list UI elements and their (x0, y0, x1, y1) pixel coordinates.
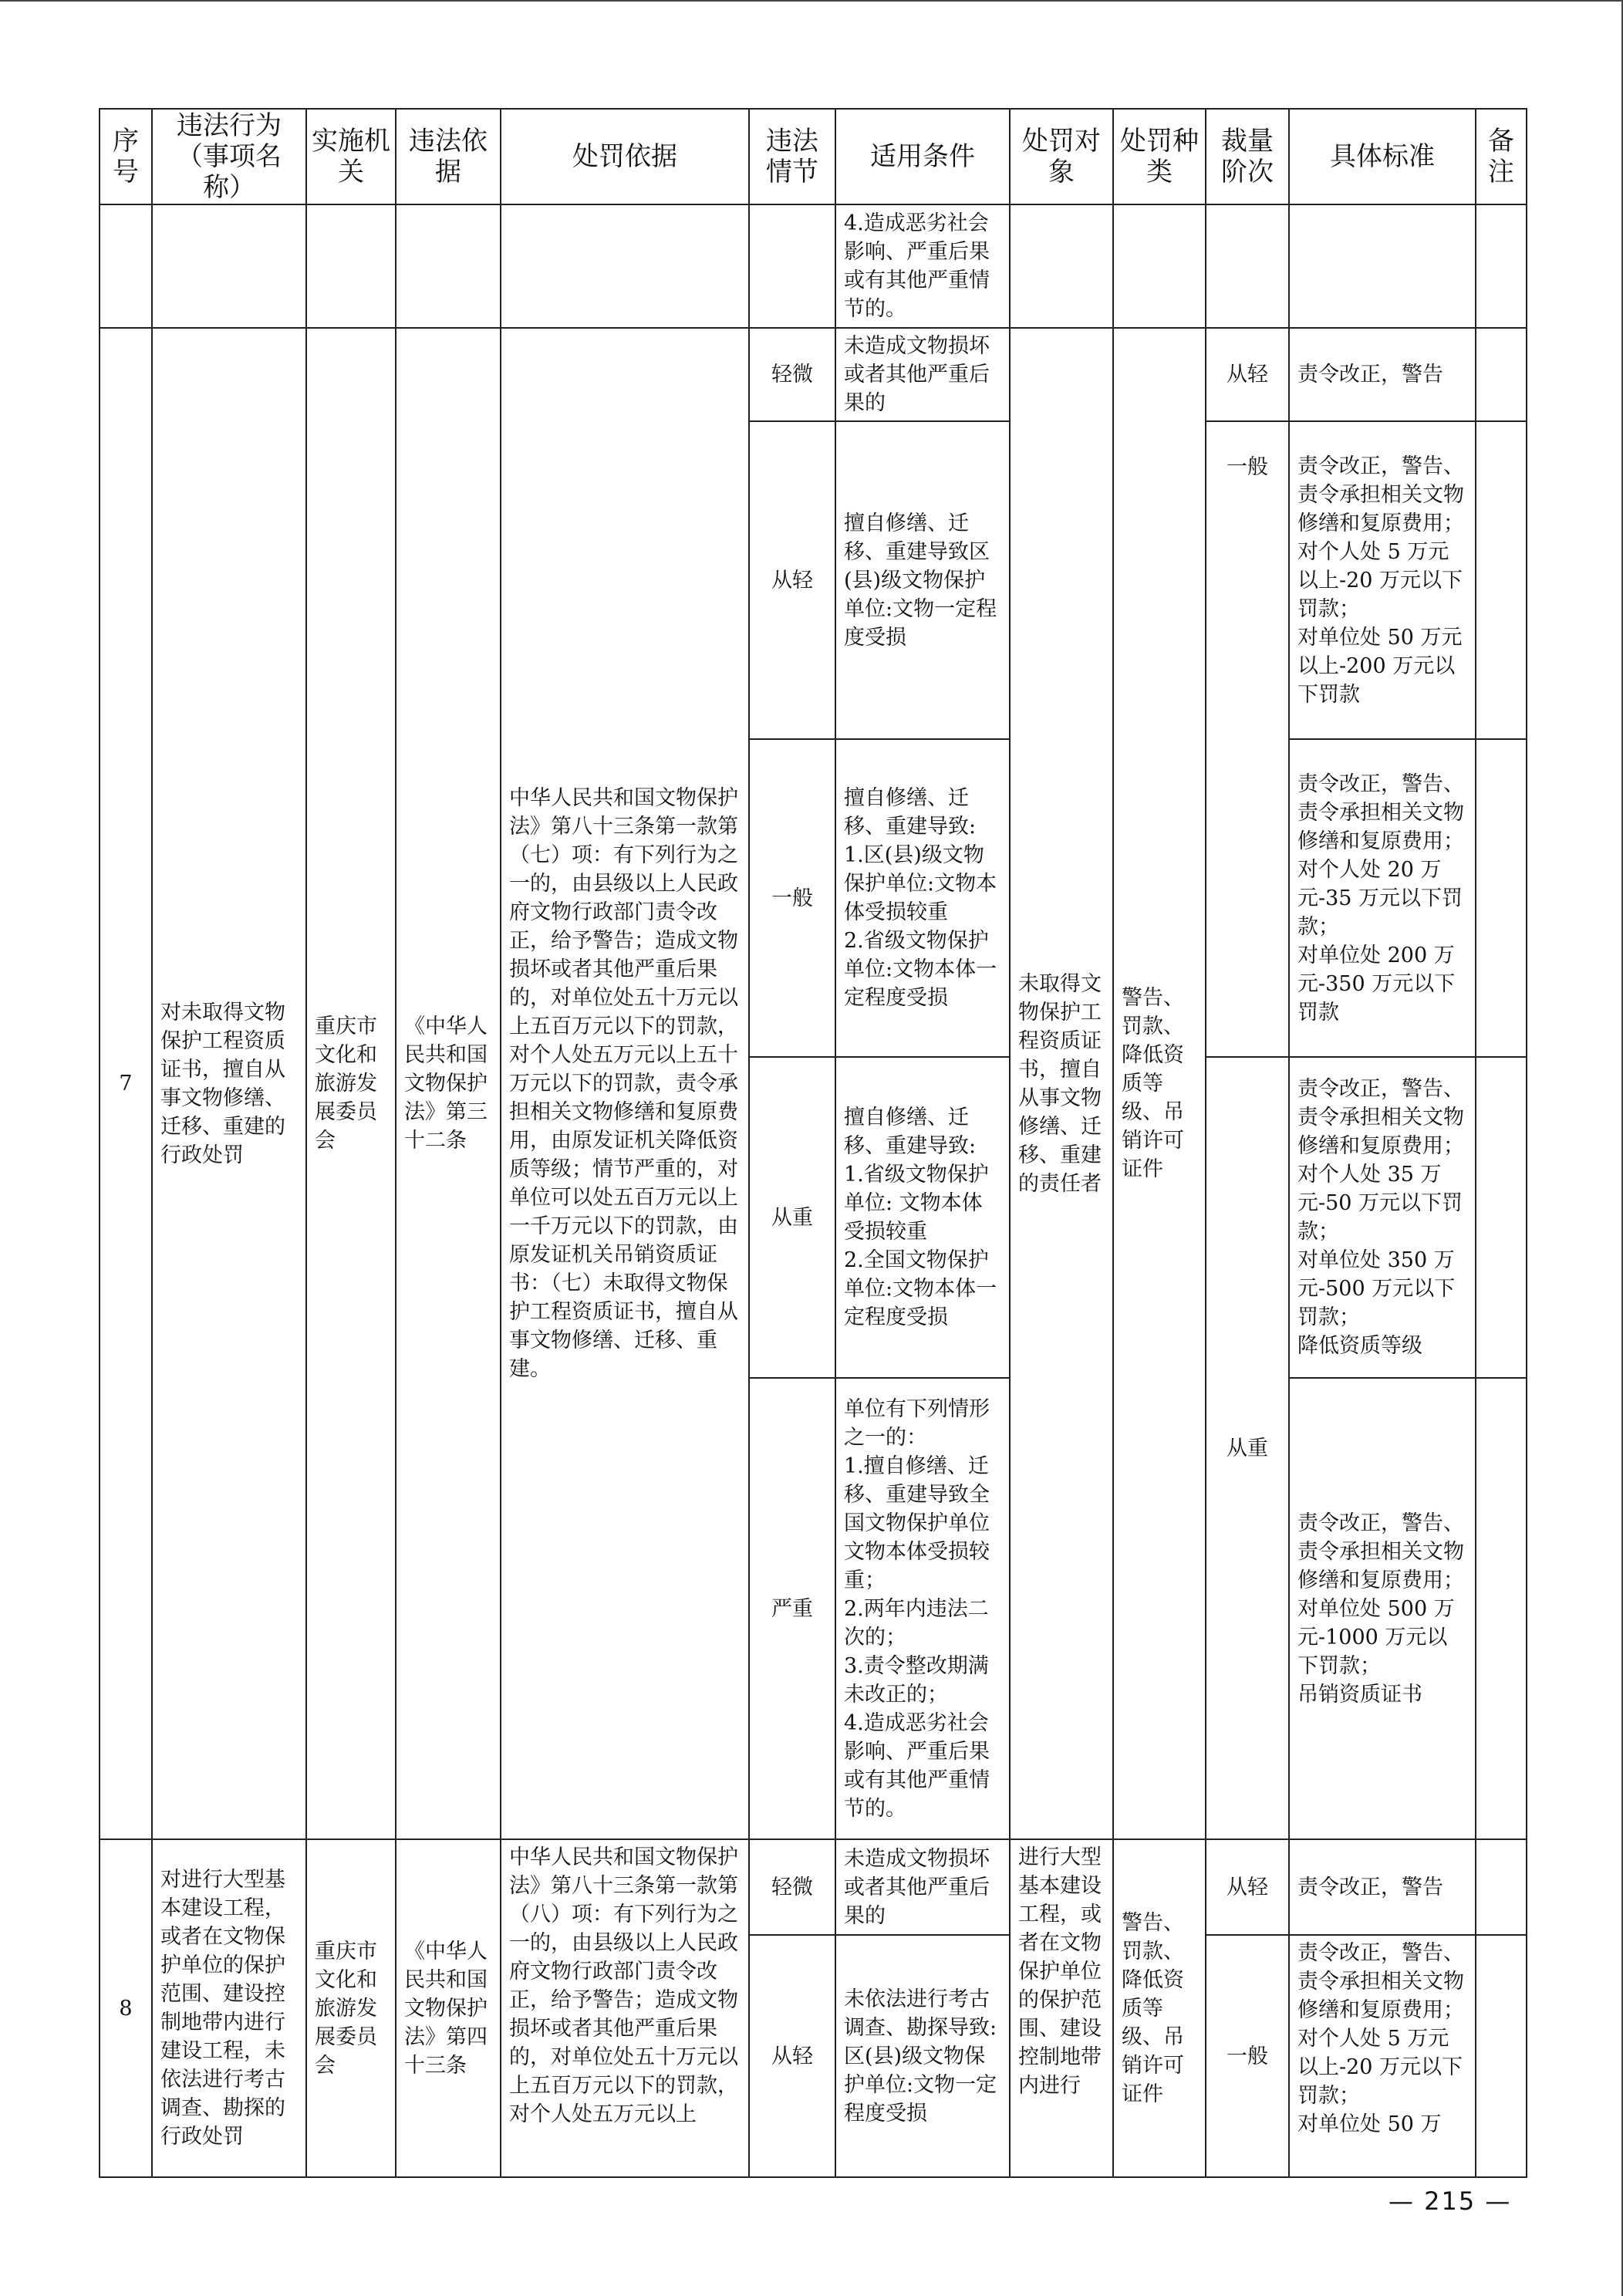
level-cell: 从重 (1206, 1057, 1289, 1839)
header-cell: 违法依据 (396, 109, 501, 204)
row-number: 8 (100, 1839, 152, 2177)
header-cell: 处罚对象 (1010, 109, 1113, 204)
violation-name: 对未取得文物保护工程资质证书，擅自从事文物修缮、迁移、重建的行政处罚 (152, 328, 306, 1839)
header-cell: 实施机关 (306, 109, 396, 204)
target-cell: 进行大型基本建设工程，或者在文物保护单位的保护范围、建设控制地带内进行 (1010, 1839, 1113, 2177)
target-cell: 未取得文物保护工程资质证书，擅自从事文物修缮、迁移、重建的责任者 (1010, 328, 1113, 1839)
plot-cell: 轻微 (749, 328, 835, 421)
header-cell: 适用条件 (835, 109, 1010, 204)
standard-cell: 责令改正，警告 (1289, 1839, 1476, 1935)
standard-cell: 责令改正，警告 (1289, 328, 1476, 421)
condition-cell: 擅自修缮、迁移、重建导致: 1.区(县)级文物保护单位:文物本体受损较重 2.省级文物保护单位:文物本体一定程度受损 (835, 739, 1010, 1057)
standard-cell: 责令改正，警告、责令承担相关文物修缮和复原费用； 对单位处 500 万元-1000 万元以下罚款； 吊销资质证书 (1289, 1378, 1476, 1839)
standard-cell: 责令改正，警告、责令承担相关文物修缮和复原费用； 对个人处 20 万元-35 万元以下罚款； 对单位处 200 万元-350 万元以下罚款 (1289, 739, 1476, 1057)
level-cell: 从轻 (1206, 328, 1289, 421)
table-row (100, 328, 1527, 421)
legal-basis-cell: 《中华人民共和国文物保护法》第四十三条 (396, 1839, 501, 2177)
header-cell: 违法情节 (749, 109, 835, 204)
agency-cell: 重庆市文化和旅游发展委员会 (306, 328, 396, 1839)
table-row (100, 204, 1527, 328)
header-cell: 违法行为（事项名称） (152, 109, 306, 204)
level-cell: 一般 (1206, 1935, 1289, 2177)
header-cell: 序号 (100, 109, 152, 204)
page-number: — 215 — (1388, 2186, 1512, 2216)
condition-cell: 未造成文物损坏或者其他严重后果的 (835, 328, 1010, 421)
row-number: 7 (100, 328, 152, 1839)
standard-cell: 责令改正，警告、责令承担相关文物修缮和复原费用； 对个人处 5 万元以上-20 万元以下罚款； 对单位处 50 万 (1289, 1935, 1476, 2177)
header-cell: 处罚依据 (501, 109, 749, 204)
table-header-row (100, 109, 1527, 204)
plot-cell: 轻微 (749, 1839, 835, 1935)
penalty-type-cell: 警告、罚款、降低资质等级、吊销许可证件 (1113, 328, 1206, 1839)
table-row (100, 1839, 1527, 1935)
condition-cell: 擅自修缮、迁移、重建导致: 1.省级文物保护单位: 文物本体受损较重 2.全国文物保护单位:文物本体一定程度受损 (835, 1057, 1010, 1378)
standard-cell: 责令改正，警告、责令承担相关文物修缮和复原费用； 对个人处 5 万元以上-20 万元以下罚款； 对单位处 50 万元以上-200 万元以下罚款 (1289, 421, 1476, 739)
header-cell: 处罚种类 (1113, 109, 1206, 204)
plot-cell: 一般 (749, 739, 835, 1057)
penalty-standard-table (99, 108, 1527, 2178)
condition-cell: 4.造成恶劣社会影响、严重后果或有其他严重情节的。 (835, 204, 1010, 328)
legal-basis-cell: 《中华人民共和国文物保护法》第三十二条 (396, 328, 501, 1839)
plot-cell: 从轻 (749, 421, 835, 739)
standard-cell: 责令改正，警告、责令承担相关文物修缮和复原费用； 对个人处 35 万元-50 万元以下罚款； 对单位处 350 万元-500 万元以下罚款； 降低资质等级 (1289, 1057, 1476, 1378)
penalty-basis-cell: 中华人民共和国文物保护法》第八十三条第一款第（八）项：有下列行为之一的，由县级以上人民政府文物行政部门责令改正，给予警告；造成文物损坏或者其他严重后果的，对单位处五十万元以上五百万元以下的罚款，对个人处五万元以上 (501, 1839, 749, 2177)
condition-cell: 单位有下列情形之一的： 1.擅自修缮、迁移、重建导致全国文物保护单位文物本体受损较重； 2.两年内违法二次的； 3.责令整改期满未改正的； 4.造成恶劣社会影响、严重后果或有其他严重情节的。 (835, 1378, 1010, 1839)
header-cell: 裁量阶次 (1206, 109, 1289, 204)
plot-cell: 从轻 (749, 1935, 835, 2177)
condition-cell: 未造成文物损坏或者其他严重后果的 (835, 1839, 1010, 1935)
header-cell: 备注 (1476, 109, 1527, 204)
plot-cell: 严重 (749, 1378, 835, 1839)
level-cell: 从轻 (1206, 1839, 1289, 1935)
plot-cell: 从重 (749, 1057, 835, 1378)
agency-cell: 重庆市文化和旅游发展委员会 (306, 1839, 396, 2177)
violation-name: 对进行大型基本建设工程，或者在文物保护单位的保护范围、建设控制地带内进行建设工程，未依法进行考古调查、勘探的行政处罚 (152, 1839, 306, 2177)
header-cell: 具体标准 (1289, 109, 1476, 204)
level-cell: 一般 (1206, 421, 1289, 1057)
condition-cell: 未依法进行考古调查、勘探导致: 区(县)级文物保护单位:文物一定程度受损 (835, 1935, 1010, 2177)
condition-cell: 擅自修缮、迁移、重建导致区(县)级文物保护单位:文物一定程度受损 (835, 421, 1010, 739)
penalty-type-cell: 警告、罚款、降低资质等级、吊销许可证件 (1113, 1839, 1206, 2177)
penalty-basis-cell: 中华人民共和国文物保护法》第八十三条第一款第（七）项：有下列行为之一的，由县级以上人民政府文物行政部门责令改正，给予警告；造成文物损坏或者其他严重后果的，对单位处五十万元以上五百万元以下的罚款，对个人处五万元以上五十万元以下的罚款，责令承担相关文物修缮和复原费用，由原发证机关降低资质等级；情节严重的，对单位可以处五百万元以上一千万元以下的罚款，由原发证机关吊销资质证书：（七）未取得文物保护工程资质证书，擅自从事文物修缮、迁移、重建。 (501, 328, 749, 1839)
